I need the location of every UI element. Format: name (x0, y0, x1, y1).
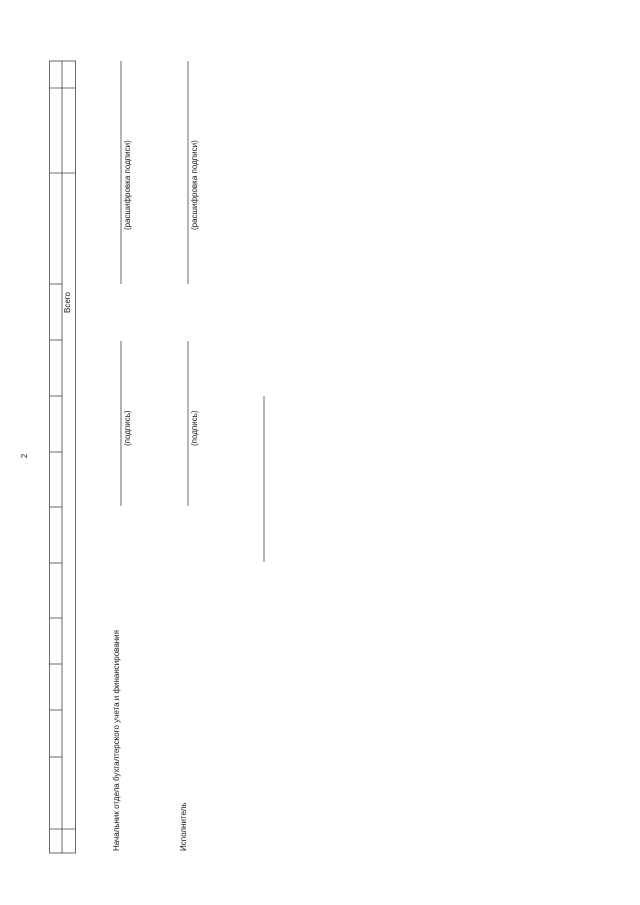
executor-signature-caption: (подпись) (190, 410, 199, 446)
executor-title: Исполнитель (179, 802, 188, 851)
totals-table (50, 61, 76, 853)
table-outline (50, 61, 76, 853)
head-signature-caption: (подпись) (123, 410, 132, 446)
page-number: 2 (20, 453, 29, 459)
executor-decoding-caption: (расшифровка подписи) (190, 140, 199, 230)
head-decoding-caption: (расшифровка подписи) (123, 140, 132, 230)
table-total-label: Всего (63, 292, 72, 313)
head-position-title: Начальник отдела бухгалтерского учета и финансирования (112, 630, 121, 851)
